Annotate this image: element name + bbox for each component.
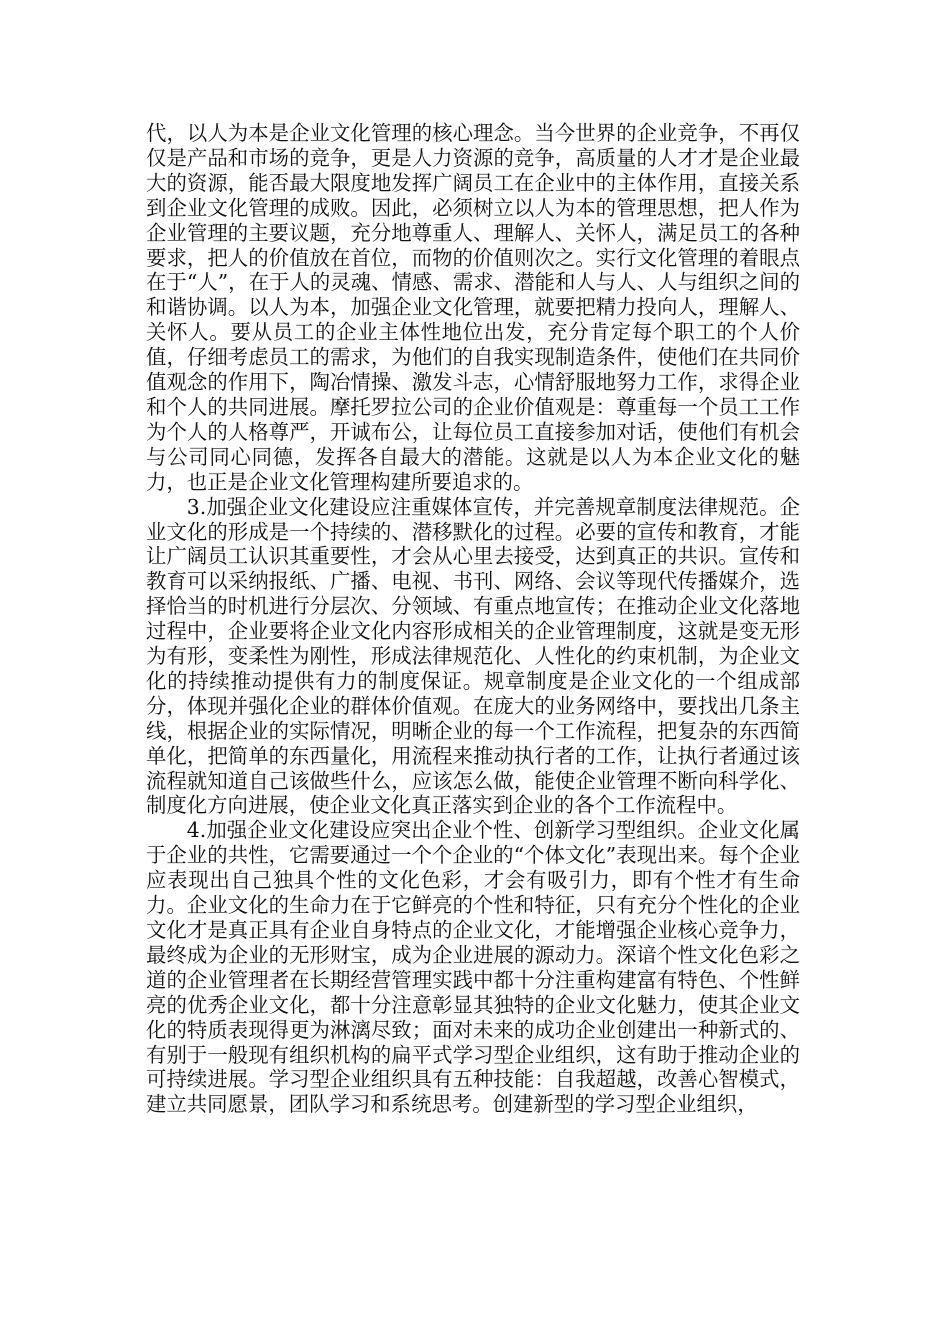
paragraph-media-and-regulations: 3.加强企业文化建设应注重媒体宣传，并完善规章制度法律规范。企业文化的形成是一个持续的、潜移默化的过程。必要的宣传和教育，才能让广阔员工认识其重要性，才会从心里去接受，达到真正的共识。宣传和教育可以采纳报纸、广播、电视、书刊、网络、会议等现代传播媒介，选择恰当的时机进行分层次、分领域、有重点地宣传；在推动企业文化落地过程中，企业要将企业文化内容形成相关的企业管理制度，这就是变无形为有形，变柔性为刚性，形成法律规范化、人性化的约束机制，为企业文化的持续推动提供有力的制度保证。规章制度是企业文化的一个组成部分，体现并强化企业的群体价值观。在庞大的业务网络中，要找出几条主线，根据企业的实际情况，明晰企业的每一个工作流程，把复杂的东西简单化，把简单的东西量化，用流程来推动执行者的工作，让执行者通过该流程就知道自己该做些什么，应该怎么做，能使企业管理不断向科学化、制度化方向进展，使企业文化真正落实到企业的各个工作流程中。: [146, 494, 800, 818]
paragraph-people-oriented: 代，以人为本是企业文化管理的核心理念。当今世界的企业竞争，不再仅仅是产品和市场的竞争，更是人力资源的竞争，高质量的人才才是企业最大的资源，能否最大限度地发挥广阔员工在企业中的主体作用，直接关系到企业文化管理的成败。因此，必须树立以人为本的管理思想，把人作为企业管理的主要议题，充分地尊重人、理解人、关怀人，满足员工的各种要求，把人的价值放在首位，而物的价值则次之。实行文化管理的着眼点在于“人”，在于人的灵魂、情感、需求、潜能和人与人、人与组织之间的和谐协调。以人为本，加强企业文化管理，就要把精力投向人，理解人、关怀人。要从员工的企业主体性地位出发，充分肯定每个职工的个人价值，仔细考虑员工的需求，为他们的自我实现制造条件，使他们在共同价值观念的作用下，陶冶情操、激发斗志，心情舒服地努力工作，求得企业和个人的共同进展。摩托罗拉公司的企业价值观是：尊重每一个员工工作为个人的人格尊严，开诚布公，让每位员工直接参加对话，使他们有机会与公司同心同德，发挥各自最大的潜能。这就是以人为本企业文化的魅力，也正是企业文化管理构建所要追求的。: [146, 121, 800, 494]
document-body: [146, 121, 800, 1117]
paragraph-individuality-and-learning: 4.加强企业文化建设应突出企业个性、创新学习型组织。企业文化属于企业的共性，它需要通过一个个企业的“个体文化”表现出来。每个企业应表现出自己独具个性的文化色彩，才会有吸引力，即有个性才有生命力。企业文化的生命力在于它鲜亮的个性和特征，只有充分个性化的企业文化才是真正具有企业自身特点的企业文化，才能增强企业核心竞争力，最终成为企业的无形财宝，成为企业进展的源动力。深谙个性文化色彩之道的企业管理者在长期经营管理实践中都十分注重构建富有特色、个性鲜亮的优秀企业文化，都十分注意彰显其独特的企业文化魅力，使其企业文化的特质表现得更为淋漓尽致；面对未来的成功企业创建出一种新式的、有别于一般现有组织机构的扁平式学习型企业组织，这有助于推动企业的可持续进展。学习型企业组织具有五种技能：自我超越，改善心智模式，建立共同愿景，团队学习和系统思考。创建新型的学习型企业组织，: [146, 818, 800, 1117]
